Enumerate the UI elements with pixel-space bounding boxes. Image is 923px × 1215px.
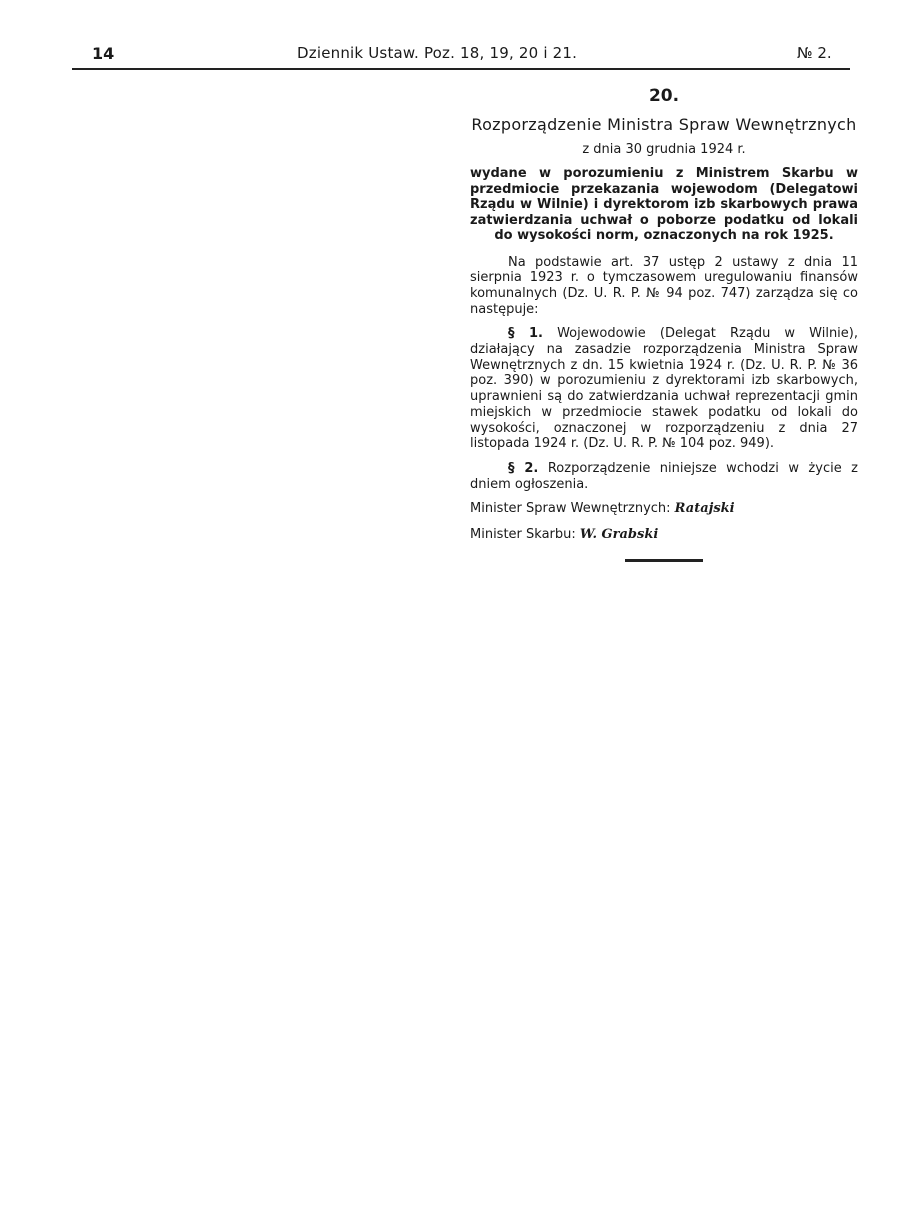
header-rule xyxy=(72,68,850,70)
end-rule xyxy=(625,559,703,562)
section-label: § 2. xyxy=(508,460,539,476)
act-number: 20. xyxy=(648,86,680,106)
page-header xyxy=(0,44,923,70)
signature-role: Minister Spraw Wewnętrznych: xyxy=(470,501,671,517)
section-2 xyxy=(470,461,858,492)
preamble: Na podstawie art. 37 ustęp 2 ustawy z dnia 11 sierpnia 1923 r. o tymczasowem uregulowaniu finansów komunalnych (Dz. U. R. P. № 94 poz. 747) zarządza się co następuje: xyxy=(470,254,858,317)
act-title: Rozporządzenie Ministra Spraw Wewnętrznych xyxy=(471,115,857,134)
signature-line xyxy=(470,501,858,517)
signature-role: Minister Skarbu: xyxy=(470,527,576,543)
section-text: Wojewodowie (Delegat Rządu w Wilnie), działający na zasadzie rozporządzenia Ministra Spraw Wewnętrznych z dn. 15 kwietnia 1924 r. (Dz. U. R. P. № 36 poz. 390) w porozumieniu z dyrektorami izb skarbowych, uprawnieni są do zatwierdzania uchwał reprezentacji gmin miejskich w przedmiocie stawek podatku od lokali do wysokości, oznaczonej w rozporządzeniu z dnia 27 listopada 1924 r. (Dz. U. R. P. № 104 poz. 949). xyxy=(470,326,858,452)
signature-name: Ratajski xyxy=(674,501,735,517)
running-title: Dziennik Ustaw. Poz. 18, 19, 20 i 21. xyxy=(297,44,578,62)
section-1 xyxy=(470,326,858,452)
page-number: 14 xyxy=(92,44,115,63)
signature-name: W. Grabski xyxy=(579,527,659,543)
section-text: Rozporządzenie niniejsze wchodzi w życie z dniem ogłoszenia. xyxy=(470,460,858,492)
signature-line xyxy=(470,527,858,543)
act-subtitle: wydane w porozumieniu z Ministrem Skarbu w przedmiocie przekazania wojewodom (Delegatowi Rządu w Wilnie) i dyrektorom izb skarbowych prawa zatwierdzania uchwał o poborze podatku od lokali do wysokości norm, oznaczonych na rok 1925. xyxy=(470,166,858,243)
section-label: § 1. xyxy=(508,326,543,342)
act-date: z dnia 30 grudnia 1924 r. xyxy=(582,142,746,157)
issue-number: № 2. xyxy=(797,44,832,62)
right-column xyxy=(470,86,858,562)
